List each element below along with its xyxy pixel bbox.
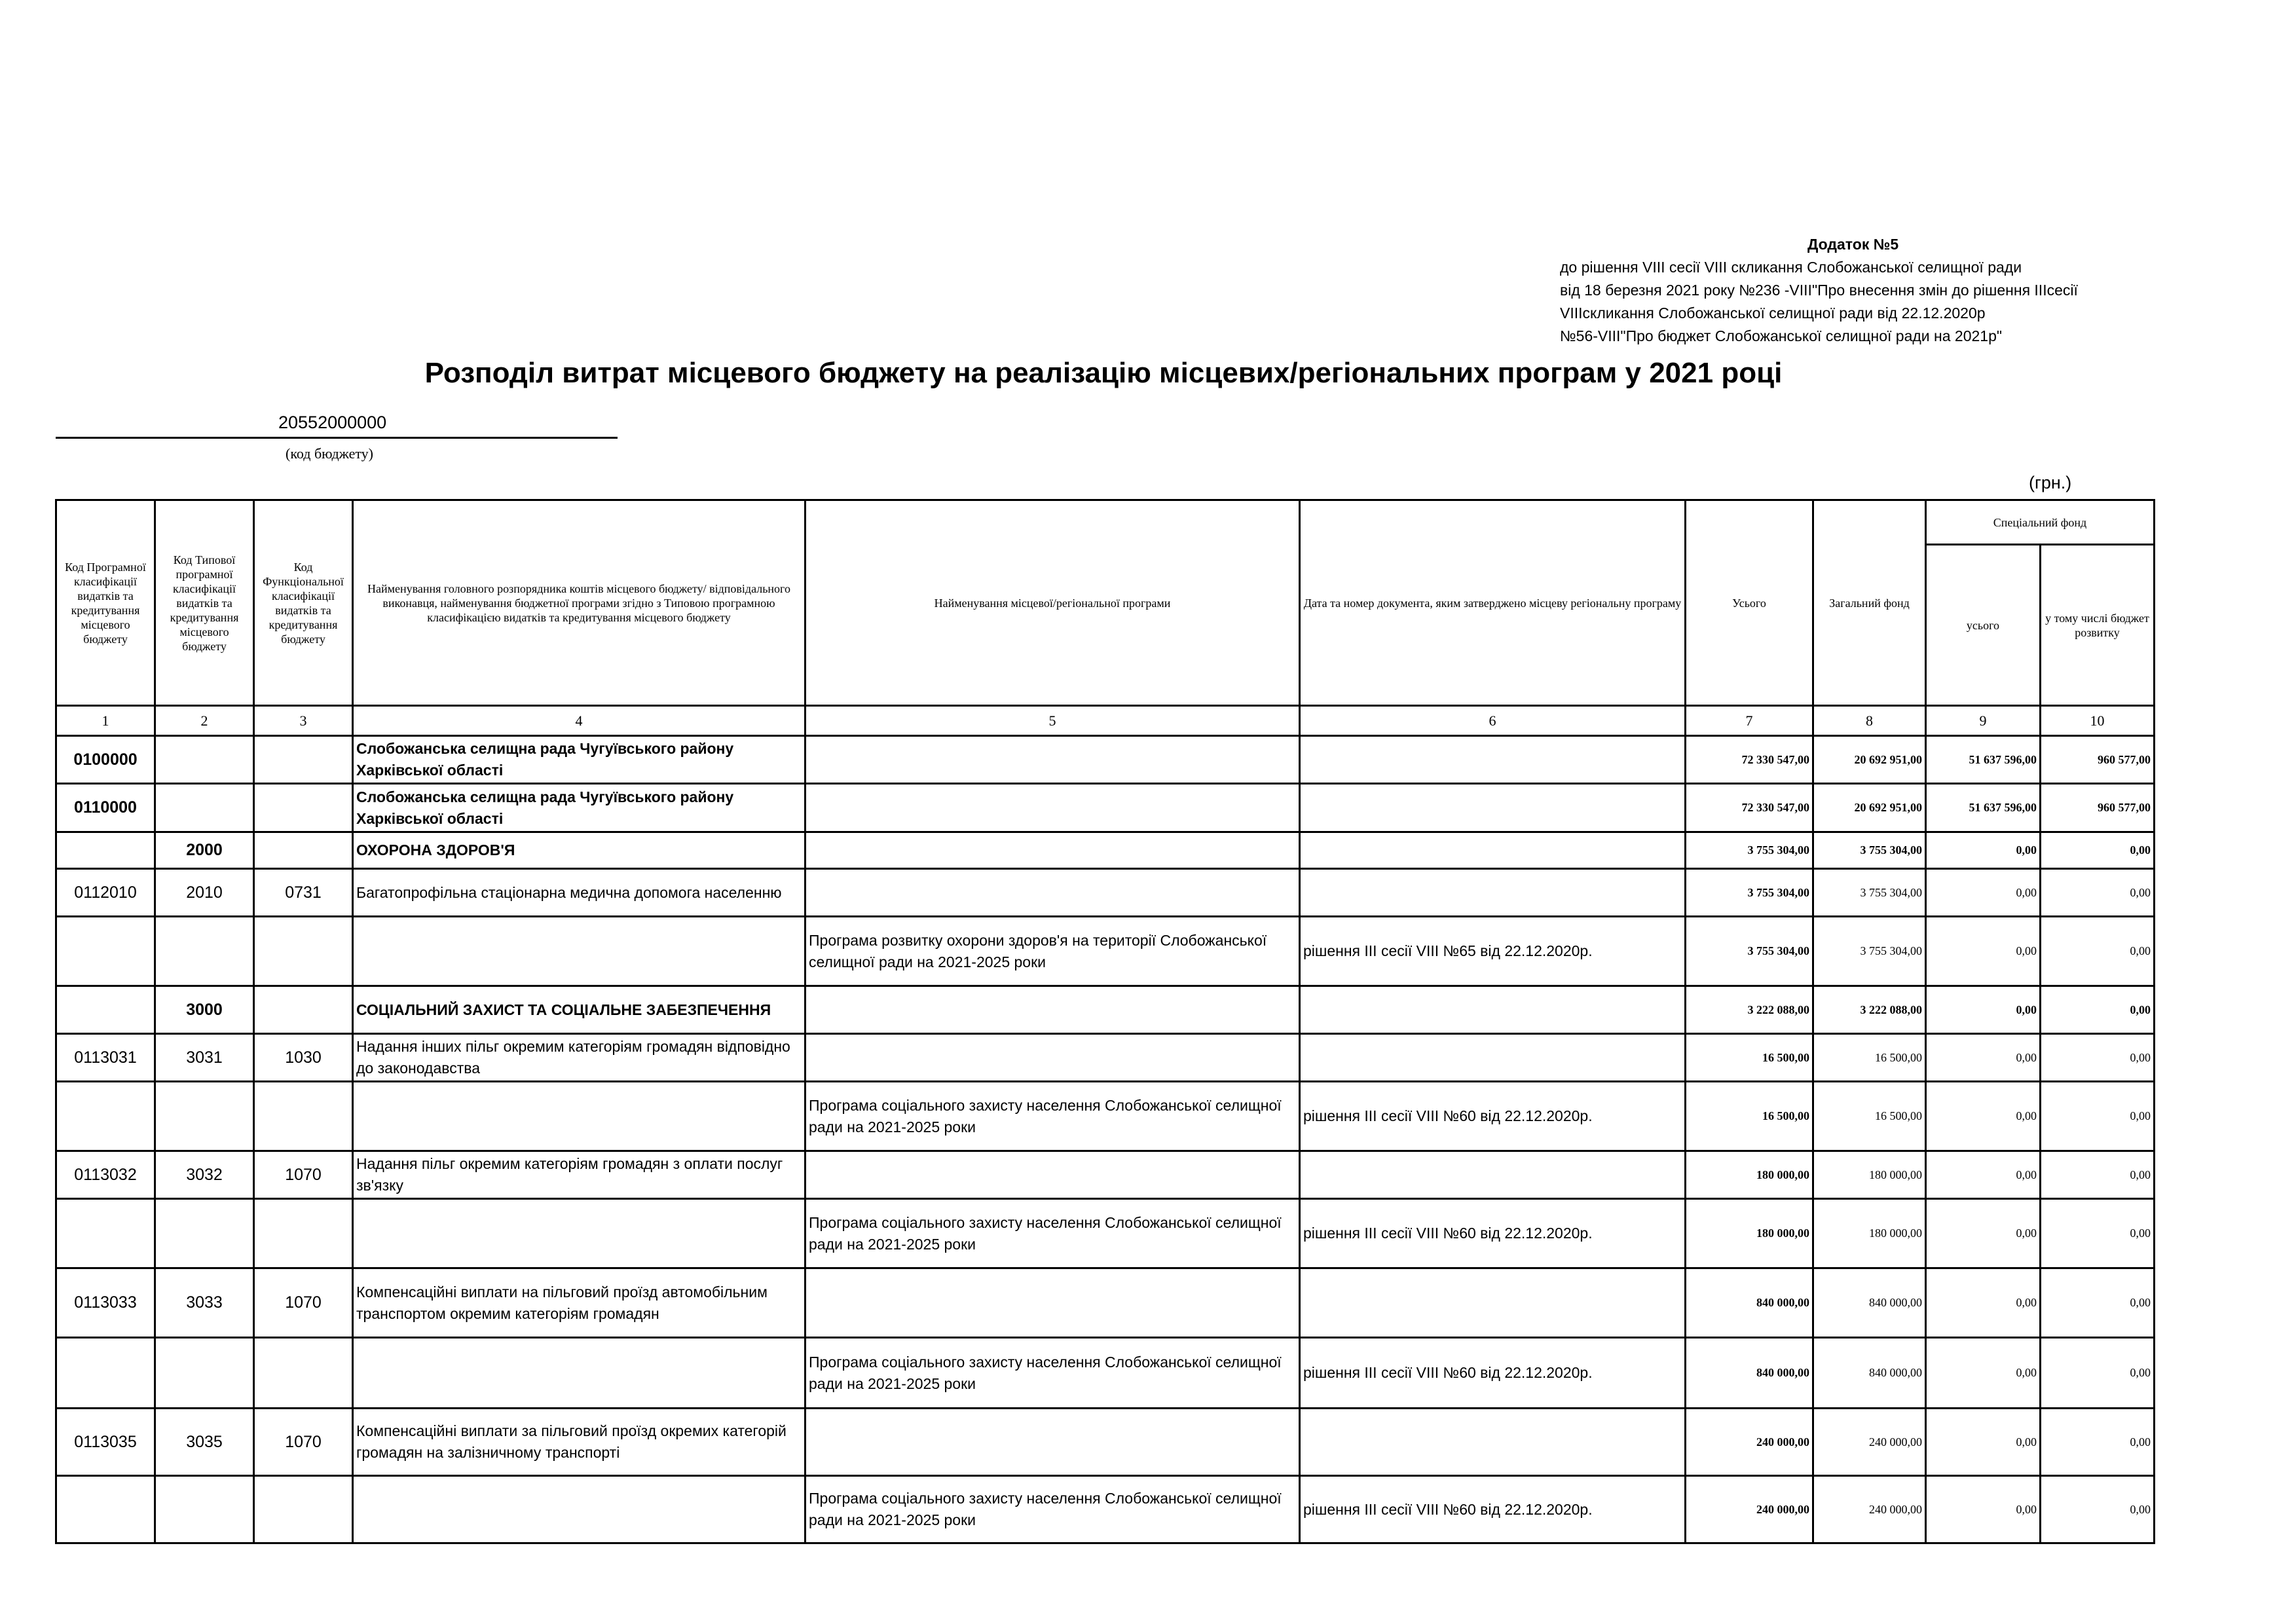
cell-development: 0,00: [2041, 986, 2155, 1034]
cell-functional-code: [254, 986, 353, 1034]
cell-name: Компенсаційні виплати на пільговий проїзд автомобільним транспортом окремим категоріям громадян: [353, 1268, 805, 1338]
table-row: [56, 1338, 2155, 1409]
cell-program-code: 0113033: [56, 1268, 155, 1338]
table-row: [56, 1082, 2155, 1151]
cell-typical-code: [155, 1199, 254, 1268]
cell-program: [805, 1268, 1300, 1338]
cell-special-total: 0,00: [1926, 1034, 2041, 1082]
cell-program: Програма соціального захисту населення Слобожанської селищної ради на 2021-2025 роки: [805, 1199, 1300, 1268]
cell-functional-code: [254, 917, 353, 986]
column-number: 5: [805, 706, 1300, 736]
header-program-name: Найменування місцевої/регіональної програми: [805, 500, 1300, 706]
table-row: [56, 784, 2155, 832]
header-development-budget: у тому числі бюджет розвитку: [2041, 545, 2155, 706]
cell-name: Компенсаційні виплати за пільговий проїзд окремих категорій громадян на залізничному транспорті: [353, 1409, 805, 1476]
cell-document: [1300, 986, 1686, 1034]
cell-program: Програма розвитку охорони здоров'я на території Слобожанської селищної ради на 2021-2025 роки: [805, 917, 1300, 986]
cell-program-code: 0113032: [56, 1151, 155, 1199]
cell-total: 180 000,00: [1686, 1151, 1813, 1199]
table-row: [56, 1409, 2155, 1476]
table-row: [56, 869, 2155, 917]
cell-name: Надання пільг окремим категоріям громадян з оплати послуг зв'язку: [353, 1151, 805, 1199]
budget-code-caption: (код бюджету): [286, 445, 373, 462]
cell-program-code: [56, 917, 155, 986]
cell-typical-code: 2000: [155, 832, 254, 869]
cell-program-code: [56, 1082, 155, 1151]
cell-general-fund: 16 500,00: [1813, 1034, 1926, 1082]
cell-total: 240 000,00: [1686, 1409, 1813, 1476]
cell-general-fund: 180 000,00: [1813, 1151, 1926, 1199]
cell-name: [353, 1338, 805, 1409]
cell-functional-code: [254, 1199, 353, 1268]
cell-program-code: [56, 1476, 155, 1543]
cell-document: [1300, 1409, 1686, 1476]
header-document: Дата та номер документа, яким затверджено місцеву регіональну програму: [1300, 500, 1686, 706]
column-number: 2: [155, 706, 254, 736]
cell-program: [805, 986, 1300, 1034]
cell-development: 0,00: [2041, 832, 2155, 869]
cell-general-fund: 840 000,00: [1813, 1268, 1926, 1338]
cell-functional-code: [254, 784, 353, 832]
cell-program-code: 0113031: [56, 1034, 155, 1082]
column-number: 1: [56, 706, 155, 736]
cell-total: 180 000,00: [1686, 1199, 1813, 1268]
table-row: [56, 1151, 2155, 1199]
cell-document: [1300, 832, 1686, 869]
cell-special-total: 0,00: [1926, 1268, 2041, 1338]
cell-typical-code: [155, 736, 254, 784]
cell-document: [1300, 736, 1686, 784]
cell-typical-code: [155, 917, 254, 986]
cell-typical-code: [155, 1338, 254, 1409]
cell-document: [1300, 784, 1686, 832]
addendum-block: [1560, 233, 2149, 348]
cell-program: Програма соціального захисту населення Слобожанської селищної ради на 2021-2025 роки: [805, 1338, 1300, 1409]
cell-general-fund: 16 500,00: [1813, 1082, 1926, 1151]
currency-unit: (грн.): [2029, 473, 2072, 492]
cell-program: [805, 1034, 1300, 1082]
cell-development: 0,00: [2041, 1338, 2155, 1409]
cell-total: 3 755 304,00: [1686, 832, 1813, 869]
cell-typical-code: [155, 1476, 254, 1543]
cell-document: рішення III сесії VIII №65 від 22.12.2020р.: [1300, 917, 1686, 986]
cell-program: [805, 784, 1300, 832]
cell-functional-code: [254, 1082, 353, 1151]
cell-name: [353, 1476, 805, 1543]
cell-typical-code: [155, 784, 254, 832]
cell-total: 72 330 547,00: [1686, 784, 1813, 832]
cell-document: [1300, 1151, 1686, 1199]
cell-special-total: 0,00: [1926, 832, 2041, 869]
page-title: Розподіл витрат місцевого бюджету на реалізацію місцевих/регіональних програм у 2021 році: [424, 357, 1783, 389]
column-number: 3: [254, 706, 353, 736]
table-row: [56, 1199, 2155, 1268]
cell-total: 3 755 304,00: [1686, 917, 1813, 986]
cell-typical-code: 2010: [155, 869, 254, 917]
header-general-fund: Загальний фонд: [1813, 500, 1926, 706]
cell-name: Слобожанська селищна рада Чугуївського району Харківської області: [353, 736, 805, 784]
cell-special-total: 0,00: [1926, 1082, 2041, 1151]
cell-name: ОХОРОНА ЗДОРОВ'Я: [353, 832, 805, 869]
cell-program-code: [56, 832, 155, 869]
cell-functional-code: [254, 832, 353, 869]
table-row: [56, 1476, 2155, 1543]
cell-document: рішення III сесії VIII №60 від 22.12.2020р.: [1300, 1082, 1686, 1151]
cell-name: Надання інших пільг окремим категоріям громадян відповідно до законодавства: [353, 1034, 805, 1082]
addendum-line: до рішення VIII сесії VIII скликання Слобожанської селищної ради: [1560, 259, 2022, 276]
cell-total: 840 000,00: [1686, 1338, 1813, 1409]
cell-name: СОЦІАЛЬНИЙ ЗАХИСТ ТА СОЦІАЛЬНЕ ЗАБЕЗПЕЧЕННЯ: [353, 986, 805, 1034]
budget-table: [55, 499, 2155, 1544]
cell-functional-code: 1030: [254, 1034, 353, 1082]
cell-typical-code: [155, 1082, 254, 1151]
cell-typical-code: 3032: [155, 1151, 254, 1199]
cell-development: 0,00: [2041, 1082, 2155, 1151]
cell-development: 0,00: [2041, 1268, 2155, 1338]
cell-document: [1300, 1034, 1686, 1082]
cell-special-total: 0,00: [1926, 1409, 2041, 1476]
cell-general-fund: 240 000,00: [1813, 1409, 1926, 1476]
cell-general-fund: 20 692 951,00: [1813, 784, 1926, 832]
header-typical-code: Код Типової програмної класифікації видатків та кредитування місцевого бюджету: [155, 500, 254, 706]
cell-program-code: [56, 1338, 155, 1409]
cell-development: 0,00: [2041, 869, 2155, 917]
cell-total: 3 755 304,00: [1686, 869, 1813, 917]
cell-functional-code: [254, 736, 353, 784]
header-program-code: Код Програмної класифікації видатків та кредитування місцевого бюджету: [56, 500, 155, 706]
cell-functional-code: 1070: [254, 1268, 353, 1338]
cell-general-fund: 180 000,00: [1813, 1199, 1926, 1268]
cell-functional-code: 1070: [254, 1151, 353, 1199]
cell-functional-code: 0731: [254, 869, 353, 917]
cell-general-fund: 3 222 088,00: [1813, 986, 1926, 1034]
cell-special-total: 0,00: [1926, 1151, 2041, 1199]
cell-development: 0,00: [2041, 1034, 2155, 1082]
cell-typical-code: 3033: [155, 1268, 254, 1338]
cell-development: 0,00: [2041, 1476, 2155, 1543]
header-functional-code: Код Функціональної класифікації видатків та кредитування бюджету: [254, 500, 353, 706]
cell-program: [805, 1151, 1300, 1199]
cell-total: 72 330 547,00: [1686, 736, 1813, 784]
cell-name: Слобожанська селищна рада Чугуївського району Харківської області: [353, 784, 805, 832]
cell-total: 3 222 088,00: [1686, 986, 1813, 1034]
addendum-line: №56-VIII"Про бюджет Слобожанської селищної ради на 2021р": [1560, 327, 2003, 344]
column-number: 8: [1813, 706, 1926, 736]
cell-general-fund: 20 692 951,00: [1813, 736, 1926, 784]
cell-general-fund: 840 000,00: [1813, 1338, 1926, 1409]
column-number: 7: [1686, 706, 1813, 736]
column-number: 9: [1926, 706, 2041, 736]
table-row: [56, 1034, 2155, 1082]
cell-special-total: 0,00: [1926, 869, 2041, 917]
cell-document: [1300, 1268, 1686, 1338]
cell-total: 16 500,00: [1686, 1082, 1813, 1151]
cell-program-code: 0110000: [56, 784, 155, 832]
table-row: [56, 986, 2155, 1034]
cell-total: 240 000,00: [1686, 1476, 1813, 1543]
cell-development: 960 577,00: [2041, 736, 2155, 784]
cell-program-code: 0100000: [56, 736, 155, 784]
cell-document: рішення III сесії VIII №60 від 22.12.2020р.: [1300, 1476, 1686, 1543]
cell-program: [805, 832, 1300, 869]
cell-general-fund: 3 755 304,00: [1813, 869, 1926, 917]
cell-general-fund: 240 000,00: [1813, 1476, 1926, 1543]
cell-program-code: [56, 1199, 155, 1268]
cell-name: [353, 917, 805, 986]
cell-special-total: 0,00: [1926, 986, 2041, 1034]
cell-typical-code: 3031: [155, 1034, 254, 1082]
cell-development: 0,00: [2041, 1199, 2155, 1268]
column-number: 6: [1300, 706, 1686, 736]
header-special-fund: Спеціальний фонд: [1926, 500, 2155, 545]
column-number: 4: [353, 706, 805, 736]
cell-development: 960 577,00: [2041, 784, 2155, 832]
cell-special-total: 0,00: [1926, 1199, 2041, 1268]
table-row: [56, 1268, 2155, 1338]
cell-program: Програма соціального захисту населення Слобожанської селищної ради на 2021-2025 роки: [805, 1082, 1300, 1151]
cell-program: [805, 869, 1300, 917]
budget-code: 20552000000: [278, 413, 387, 432]
cell-typical-code: 3035: [155, 1409, 254, 1476]
cell-name: Багатопрофільна стаціонарна медична допомога населенню: [353, 869, 805, 917]
cell-document: рішення III сесії VIII №60 від 22.12.2020р.: [1300, 1199, 1686, 1268]
cell-document: рішення III сесії VIII №60 від 22.12.2020р.: [1300, 1338, 1686, 1409]
cell-functional-code: 1070: [254, 1409, 353, 1476]
cell-functional-code: [254, 1338, 353, 1409]
header-manager-name: Найменування головного розпорядника коштів місцевого бюджету/ відповідального виконавця, найменування бюджетної програми згідно з Типовою програмною класифікацією видатків та кредитування місцевого бюджету: [353, 500, 805, 706]
cell-functional-code: [254, 1476, 353, 1543]
addendum-line: від 18 березня 2021 року №236 -VIII"Про внесення змін до рішення IIIсесії: [1560, 282, 2078, 299]
cell-program: [805, 736, 1300, 784]
addendum-title: Додаток №5: [1807, 236, 1899, 253]
cell-special-total: 51 637 596,00: [1926, 736, 2041, 784]
cell-special-total: 0,00: [1926, 917, 2041, 986]
budget-code-underline: [56, 437, 618, 439]
cell-general-fund: 3 755 304,00: [1813, 832, 1926, 869]
cell-general-fund: 3 755 304,00: [1813, 917, 1926, 986]
cell-program-code: [56, 986, 155, 1034]
header-total: Усього: [1686, 500, 1813, 706]
cell-program: Програма соціального захисту населення Слобожанської селищної ради на 2021-2025 роки: [805, 1476, 1300, 1543]
cell-program: [805, 1409, 1300, 1476]
cell-development: 0,00: [2041, 1409, 2155, 1476]
table-row: [56, 917, 2155, 986]
cell-development: 0,00: [2041, 917, 2155, 986]
column-number: 10: [2041, 706, 2155, 736]
cell-name: [353, 1082, 805, 1151]
cell-typical-code: 3000: [155, 986, 254, 1034]
table-row: [56, 832, 2155, 869]
cell-total: 16 500,00: [1686, 1034, 1813, 1082]
cell-special-total: 51 637 596,00: [1926, 784, 2041, 832]
cell-program-code: 0112010: [56, 869, 155, 917]
cell-special-total: 0,00: [1926, 1476, 2041, 1543]
addendum-line: VIIIскликання Слобожанської селищної ради від 22.12.2020р: [1560, 304, 1986, 322]
cell-total: 840 000,00: [1686, 1268, 1813, 1338]
table-row: [56, 736, 2155, 784]
header-special-total: усього: [1926, 545, 2041, 706]
cell-development: 0,00: [2041, 1151, 2155, 1199]
cell-program-code: 0113035: [56, 1409, 155, 1476]
cell-special-total: 0,00: [1926, 1338, 2041, 1409]
cell-name: [353, 1199, 805, 1268]
cell-document: [1300, 869, 1686, 917]
